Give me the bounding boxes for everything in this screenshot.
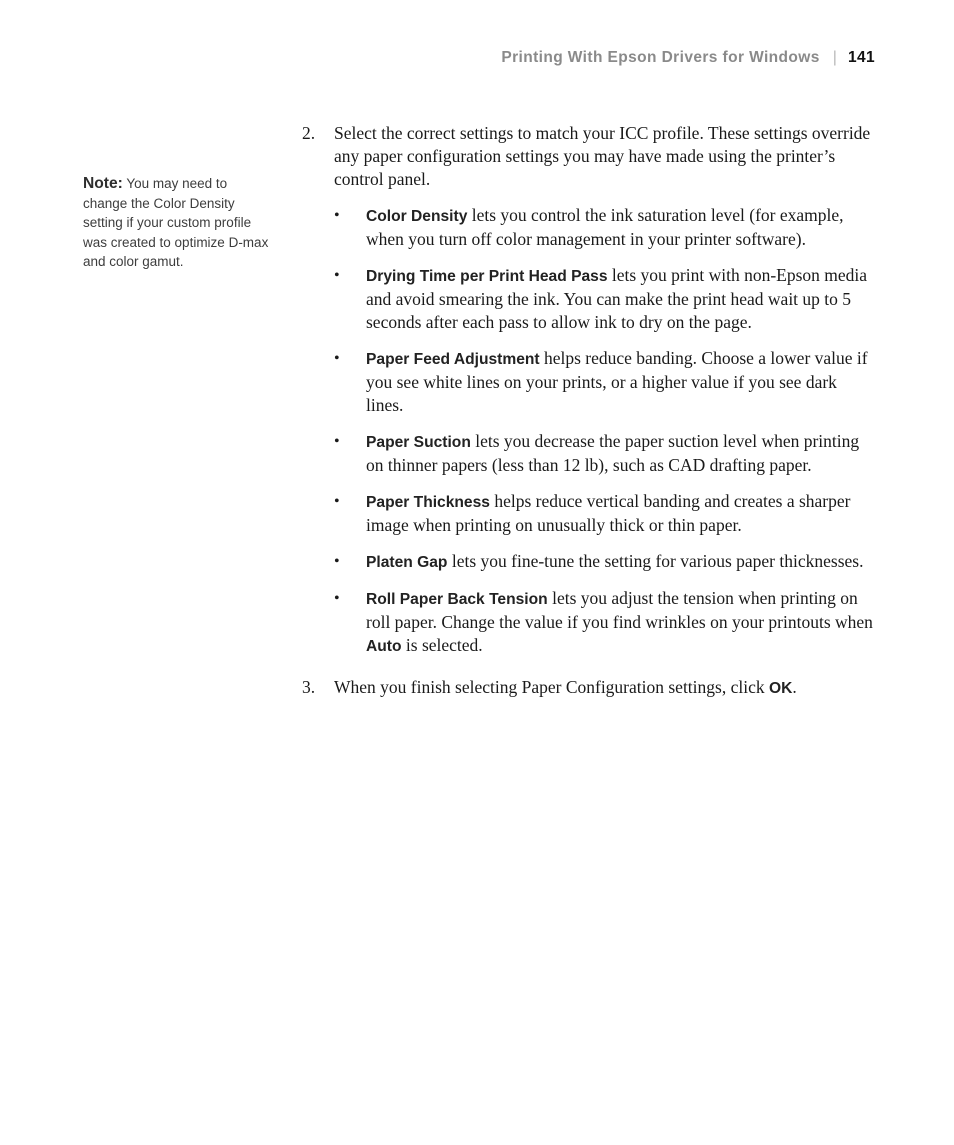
header-title: Printing With Epson Drivers for Windows <box>501 49 820 66</box>
bullet-text <box>366 264 878 334</box>
bullet-text <box>366 347 878 417</box>
bold-term: OK <box>768 680 793 697</box>
bullet-marker: • <box>334 350 340 367</box>
bullet-marker: • <box>334 493 340 510</box>
text-segment: . <box>792 677 797 697</box>
margin-note <box>83 174 275 272</box>
text-segment: is selected. <box>401 635 483 655</box>
bullet-text <box>366 204 878 251</box>
main-content <box>302 122 878 700</box>
bullet-item <box>334 204 878 251</box>
bold-term: Platen Gap <box>366 554 448 571</box>
bullet-item <box>334 587 878 658</box>
note-label: Note: <box>83 175 123 192</box>
text-segment: helps reduce banding. Choose a lower value if you see white lines on your prints, or a higher value if you see dark lines. <box>366 348 868 415</box>
text-segment: When you finish selecting Paper Configuration settings, click <box>334 677 769 697</box>
text-segment: lets you adjust the tension when printing on roll paper. Change the value if you find wrinkles on your printouts when <box>366 588 873 632</box>
step-3 <box>302 676 878 700</box>
bold-term: Paper Thickness <box>366 494 490 511</box>
text-segment: lets you print with non-Epson media and avoid smearing the ink. You can make the print head wait up to 5 seconds after each pass to allow ink to dry on the page. <box>366 265 868 332</box>
bullet-marker: • <box>334 553 340 570</box>
bullet-text <box>366 490 878 537</box>
bullet-text <box>366 430 878 477</box>
bullet-item <box>334 430 878 477</box>
page-header <box>0 49 875 67</box>
bullet-item <box>334 550 878 574</box>
bullet-marker: • <box>334 590 340 607</box>
bullet-text <box>366 550 878 574</box>
bold-term: Auto <box>366 638 402 655</box>
bold-term: Paper Feed Adjustment <box>366 351 540 368</box>
bold-term: Roll Paper Back Tension <box>366 591 548 608</box>
text-segment: lets you control the ink saturation level (for example, when you turn off color management in your printer software). <box>366 205 844 249</box>
step-3-text <box>334 676 878 700</box>
bold-term: Paper Suction <box>366 434 471 451</box>
bullet-marker: • <box>334 267 340 284</box>
bold-term: Color Density <box>366 208 468 225</box>
text-segment: lets you decrease the paper suction level when printing on thinner papers (less than 12 lb), such as CAD drafting paper. <box>366 431 860 475</box>
header-separator: | <box>832 49 837 66</box>
bullet-list <box>334 204 878 658</box>
bullet-item <box>334 490 878 537</box>
bullet-item <box>334 264 878 334</box>
text-segment: lets you fine-tune the setting for various paper thicknesses. <box>447 551 864 571</box>
text-segment: Select the correct settings to match your ICC profile. These settings override any paper configuration settings you may have made using the printer’s control panel. <box>334 123 871 189</box>
bullet-marker: • <box>334 207 340 224</box>
step-2-number: 2. <box>302 123 316 143</box>
step-3-number: 3. <box>302 677 316 697</box>
bullet-item <box>334 347 878 417</box>
bullet-marker: • <box>334 433 340 450</box>
step-2 <box>302 122 878 191</box>
bold-term: Drying Time per Print Head Pass <box>366 268 608 285</box>
bullet-text <box>366 587 878 658</box>
text-segment: helps reduce vertical banding and creates a sharper image when printing on unusually thick or thin paper. <box>366 491 851 535</box>
page-number: 141 <box>847 49 875 66</box>
text-segment: You may need to change the Color Density setting if your custom profile was created to optimize D-max and color gamut. <box>83 176 269 270</box>
step-2-text <box>334 122 878 191</box>
